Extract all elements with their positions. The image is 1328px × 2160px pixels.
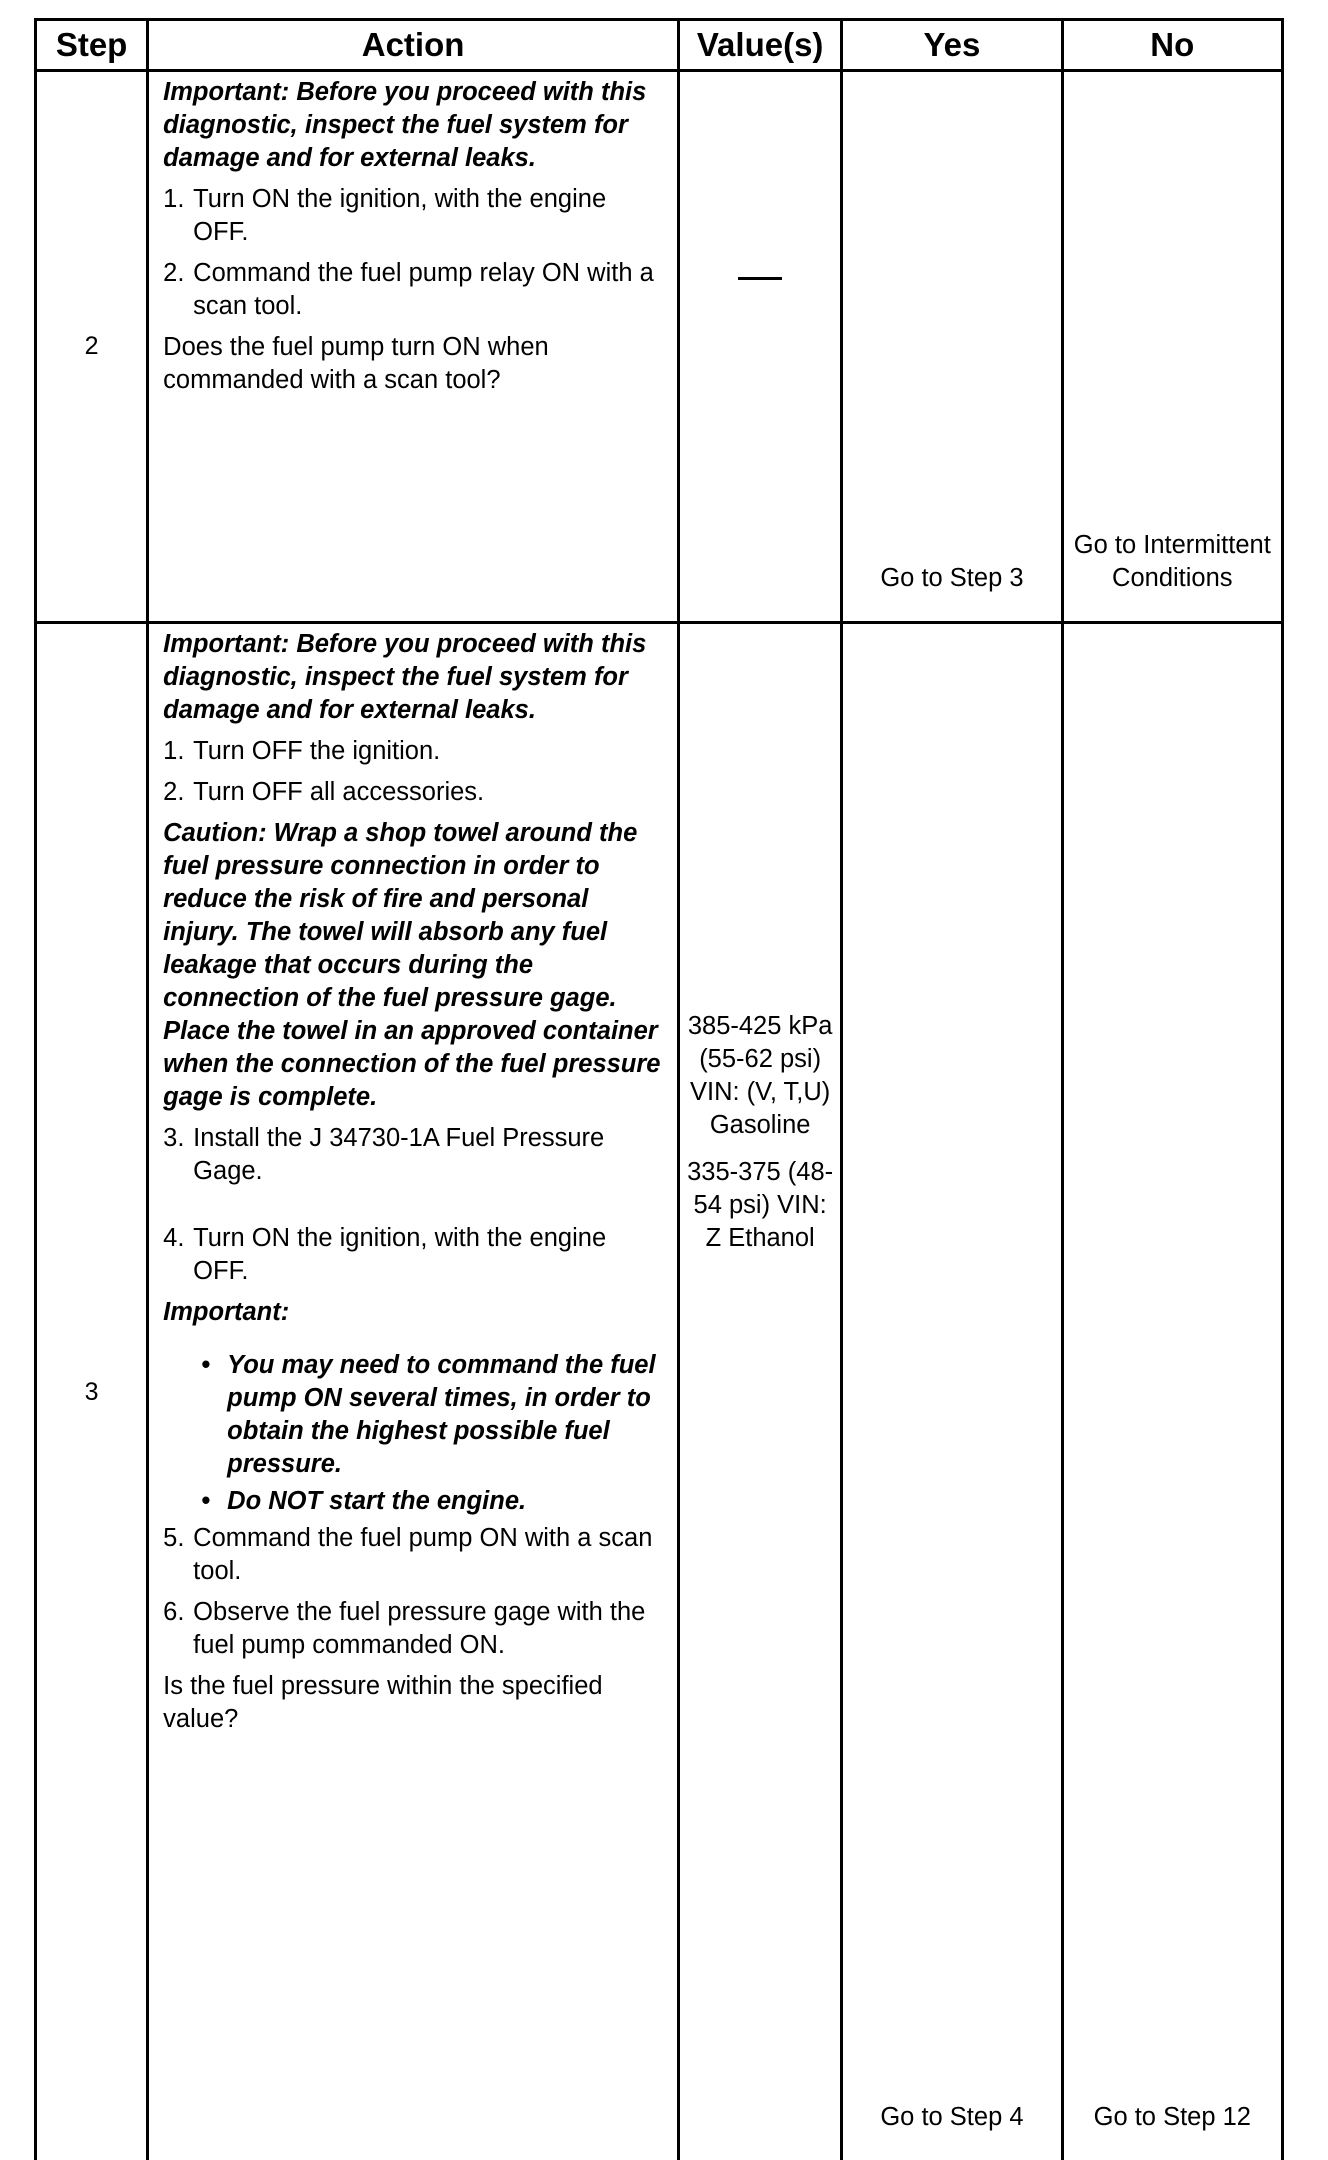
yes-cell: Go to Step 4 — [842, 623, 1062, 2160]
bullet-icon: • — [201, 1349, 227, 1481]
value-ethanol: 335-375 (48-54 psi) VIN: Z Ethanol — [684, 1156, 836, 1255]
no-cell: Go to Intermittent Conditions — [1062, 71, 1282, 623]
list-item: 4. Turn ON the ignition, with the engine OFF. — [163, 1222, 667, 1288]
table-row-step-2 — [36, 71, 1283, 623]
list-item: 1. Turn ON the ignition, with the engine OFF. — [163, 183, 667, 249]
bullet-item: • You may need to command the fuel pump ON several times, in order to obtain the highest possible fuel pressure. — [163, 1349, 667, 1481]
header-values: Value(s) — [679, 20, 842, 71]
action-cell — [148, 71, 679, 623]
step-number: 3 — [36, 623, 148, 2160]
value-gasoline: 385-425 kPa (55-62 psi) VIN: (V, T,U) Gasoline — [684, 1010, 836, 1142]
important-note: Important: Before you proceed with this diagnostic, inspect the fuel system for damage and for external leaks. — [163, 76, 667, 175]
yes-cell: Go to Step 3 — [842, 71, 1062, 623]
list-item: 6. Observe the fuel pressure gage with the fuel pump commanded ON. — [163, 1596, 667, 1662]
empty-value-dash — [738, 277, 782, 280]
bullet-item: • Do NOT start the engine. — [163, 1485, 667, 1518]
important-note-2: Important: — [163, 1296, 667, 1329]
header-no: No — [1062, 20, 1282, 71]
list-item: 5. Command the fuel pump ON with a scan tool. — [163, 1522, 667, 1588]
no-cell: Go to Step 12 — [1062, 623, 1282, 2160]
header-action: Action — [148, 20, 679, 71]
important-note: Important: Before you proceed with this diagnostic, inspect the fuel system for damage and for external leaks. — [163, 628, 667, 727]
question-text: Is the fuel pressure within the specified value? — [163, 1670, 667, 1736]
header-yes: Yes — [842, 20, 1062, 71]
diagnostic-table — [34, 18, 1284, 2160]
caution-note: Caution: Wrap a shop towel around the fuel pressure connection in order to reduce the risk of fire and personal injury. The towel will absorb any fuel leakage that occurs during the connection of the fuel pressure gage. Place the towel in an approved container when the connection of the fuel pressure gage is complete. — [163, 817, 667, 1114]
step-number: 2 — [36, 71, 148, 623]
value-cell — [679, 71, 842, 623]
list-item: 3. Install the J 34730-1A Fuel Pressure Gage. — [163, 1122, 667, 1188]
list-item: 2. Command the fuel pump relay ON with a scan tool. — [163, 257, 667, 323]
header-step: Step — [36, 20, 148, 71]
bullet-icon: • — [201, 1485, 227, 1518]
value-cell — [679, 623, 842, 2160]
question-text: Does the fuel pump turn ON when commanded with a scan tool? — [163, 331, 667, 397]
list-item: 2. Turn OFF all accessories. — [163, 776, 667, 809]
list-item: 1. Turn OFF the ignition. — [163, 735, 667, 768]
action-cell — [148, 623, 679, 2160]
table-row-step-3 — [36, 623, 1283, 2160]
header-row — [36, 20, 1283, 71]
